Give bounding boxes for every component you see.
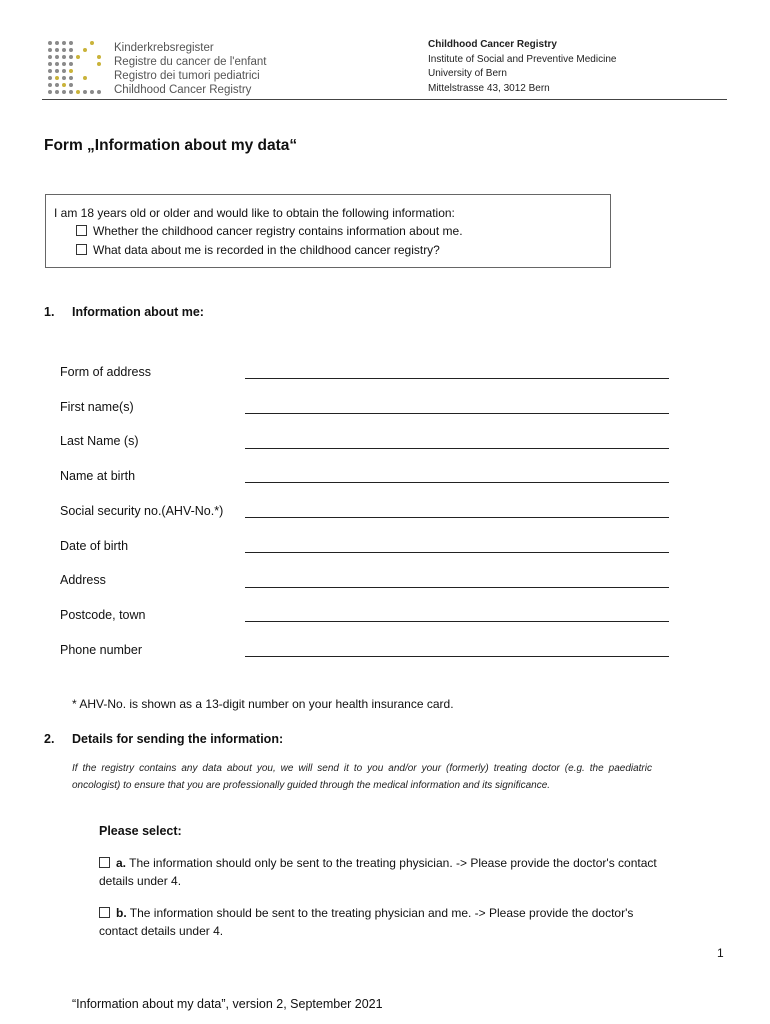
logo-line: Childhood Cancer Registry	[114, 84, 252, 96]
logo-dot	[48, 48, 52, 52]
logo-dot	[55, 48, 59, 52]
send-option-a	[99, 854, 659, 890]
footer-version: “Information about my data”, version 2, September 2021	[72, 997, 383, 1011]
page-title: Form „Information about my data“	[44, 137, 298, 154]
option-letter: a.	[116, 856, 127, 870]
logo-dot	[48, 62, 52, 66]
field-label: Social security no.(AHV-No.*)	[60, 504, 224, 518]
option-text: The information should only be sent to the treating physician. -> Please provide the doctor's contact details under 4.	[99, 856, 657, 888]
logo-dot	[83, 76, 87, 80]
logo-dot	[48, 55, 52, 59]
logo-dot	[69, 69, 73, 73]
logo-dot	[55, 62, 59, 66]
logo-dot	[55, 41, 59, 45]
address-line: Mittelstrasse 43, 3012 Bern	[428, 82, 550, 94]
field-label: Date of birth	[60, 539, 129, 553]
option-label: Whether the childhood cancer registry contains information about me.	[93, 224, 463, 238]
logo-dot	[48, 83, 52, 87]
option-label: What data about me is recorded in the childhood cancer registry?	[93, 243, 440, 257]
please-select-label: Please select:	[99, 824, 182, 838]
checkbox[interactable]	[76, 225, 87, 236]
logo-dot	[55, 83, 59, 87]
header-divider	[42, 99, 727, 100]
logo-dot	[69, 90, 73, 94]
address-line: Institute of Social and Preventive Medicine	[428, 53, 617, 65]
field-label: Form of address	[60, 365, 152, 379]
logo-dot	[76, 90, 80, 94]
logo-dot	[69, 55, 73, 59]
logo-dot	[62, 69, 66, 73]
logo-dot	[83, 90, 87, 94]
section-number: 1.	[44, 305, 55, 319]
logo-dot	[69, 48, 73, 52]
institution-address	[428, 38, 616, 96]
logo-dot	[97, 90, 101, 94]
logo-line: Kinderkrebsregister	[114, 42, 214, 54]
phone-number-field[interactable]	[245, 656, 669, 657]
last-name-field[interactable]	[245, 448, 669, 449]
logo-dot	[55, 69, 59, 73]
logo-dot	[48, 76, 52, 80]
logo-dot	[97, 55, 101, 59]
form-of-address-field[interactable]	[245, 378, 669, 379]
logo-dot	[55, 90, 59, 94]
logo-dot	[62, 48, 66, 52]
first-name-field[interactable]	[245, 413, 669, 414]
option-letter: b.	[116, 906, 127, 920]
registry-logo	[46, 39, 104, 97]
checkbox[interactable]	[99, 907, 110, 918]
logo-dot	[62, 90, 66, 94]
logo-dot	[90, 41, 94, 45]
postcode-town-field[interactable]	[245, 621, 669, 622]
field-label: First name(s)	[60, 400, 134, 414]
checkbox[interactable]	[76, 244, 87, 255]
logo-dot	[55, 76, 59, 80]
address-line: University of Bern	[428, 68, 507, 79]
request-option	[76, 224, 463, 238]
send-option-b	[99, 904, 659, 940]
logo-dot	[48, 90, 52, 94]
logo-dot	[55, 55, 59, 59]
logo-dot	[83, 48, 87, 52]
logo-dot	[62, 62, 66, 66]
request-statement: I am 18 years old or older and would like to obtain the following information:	[54, 206, 455, 220]
checkbox[interactable]	[99, 857, 110, 868]
logo-dot	[62, 41, 66, 45]
request-option	[76, 243, 440, 257]
logo-dot	[69, 62, 73, 66]
name-at-birth-field[interactable]	[245, 482, 669, 483]
page-number: 1	[717, 946, 724, 960]
logo-dot	[90, 90, 94, 94]
logo-dot	[48, 41, 52, 45]
logo-line: Registro dei tumori pediatrici	[114, 70, 260, 82]
logo-dot	[48, 69, 52, 73]
request-box	[45, 194, 611, 268]
logo-dot	[69, 41, 73, 45]
logo-dot	[97, 62, 101, 66]
field-label: Phone number	[60, 643, 143, 657]
ahv-footnote: * AHV-No. is shown as a 13-digit number on your health insurance card.	[72, 697, 454, 711]
field-label: Last Name (s)	[60, 434, 139, 448]
ahv-number-field[interactable]	[245, 517, 669, 518]
logo-dot	[62, 76, 66, 80]
logo-line: Registre du cancer de l'enfant	[114, 56, 267, 68]
logo-dot	[76, 55, 80, 59]
logo-dot	[62, 55, 66, 59]
logo-dot	[69, 76, 73, 80]
logo-dot	[62, 83, 66, 87]
option-text: The information should be sent to the treating physician and me. -> Please provide the doctor's contact details under 4.	[99, 906, 634, 938]
org-name: Childhood Cancer Registry	[428, 39, 557, 50]
logo-text	[114, 41, 266, 97]
section-title: Information about me:	[72, 305, 204, 319]
logo-dot	[69, 83, 73, 87]
date-of-birth-field[interactable]	[245, 552, 669, 553]
section-title: Details for sending the information:	[72, 732, 284, 746]
field-label: Address	[60, 573, 106, 587]
address-field[interactable]	[245, 587, 669, 588]
field-label: Postcode, town	[60, 608, 146, 622]
section-number: 2.	[44, 732, 55, 746]
section-2-explanation: If the registry contains any data about you, we will send it to you and/or your (formerly) treating doctor (e.g. the paediatric oncologist) to ensure that you are professionally guided through the medical information and its significance.	[72, 763, 652, 791]
field-label: Name at birth	[60, 469, 136, 483]
